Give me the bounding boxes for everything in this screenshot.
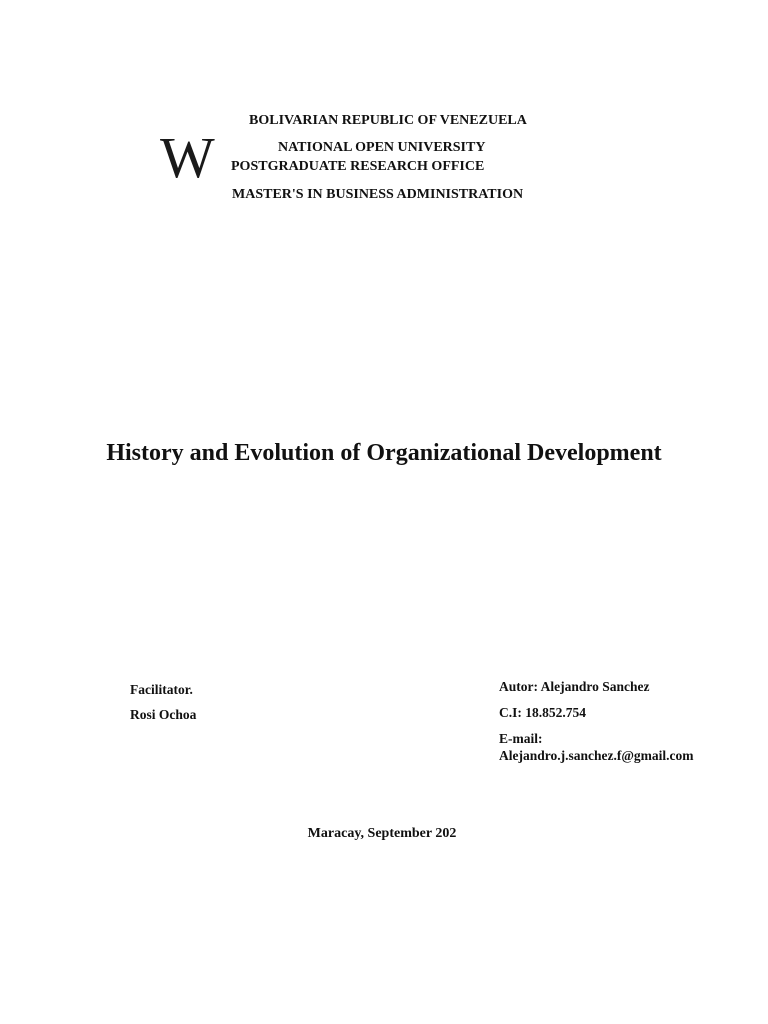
facilitator-name: Rosi Ochoa	[130, 707, 197, 722]
program-heading: MASTER'S IN BUSINESS ADMINISTRATION	[232, 187, 524, 202]
document-title: History and Evolution of Organizational Development	[106, 440, 662, 466]
university-logo: W	[160, 125, 213, 190]
author-id: C.I: 18.852.754	[499, 705, 586, 720]
email-address: Alejandro.j.sanchez.f@gmail.com	[499, 748, 694, 763]
author-name: Autor: Alejandro Sanchez	[499, 679, 650, 694]
university-heading: NATIONAL OPEN UNIVERSITY	[278, 140, 486, 155]
office-heading: POSTGRADUATE RESEARCH OFFICE	[231, 159, 485, 174]
email-label: E-mail:	[499, 731, 543, 746]
place-and-date: Maracay, September 202	[307, 826, 457, 841]
facilitator-label: Facilitator.	[130, 682, 193, 697]
republic-heading: BOLIVARIAN REPUBLIC OF VENEZUELA	[249, 113, 527, 128]
